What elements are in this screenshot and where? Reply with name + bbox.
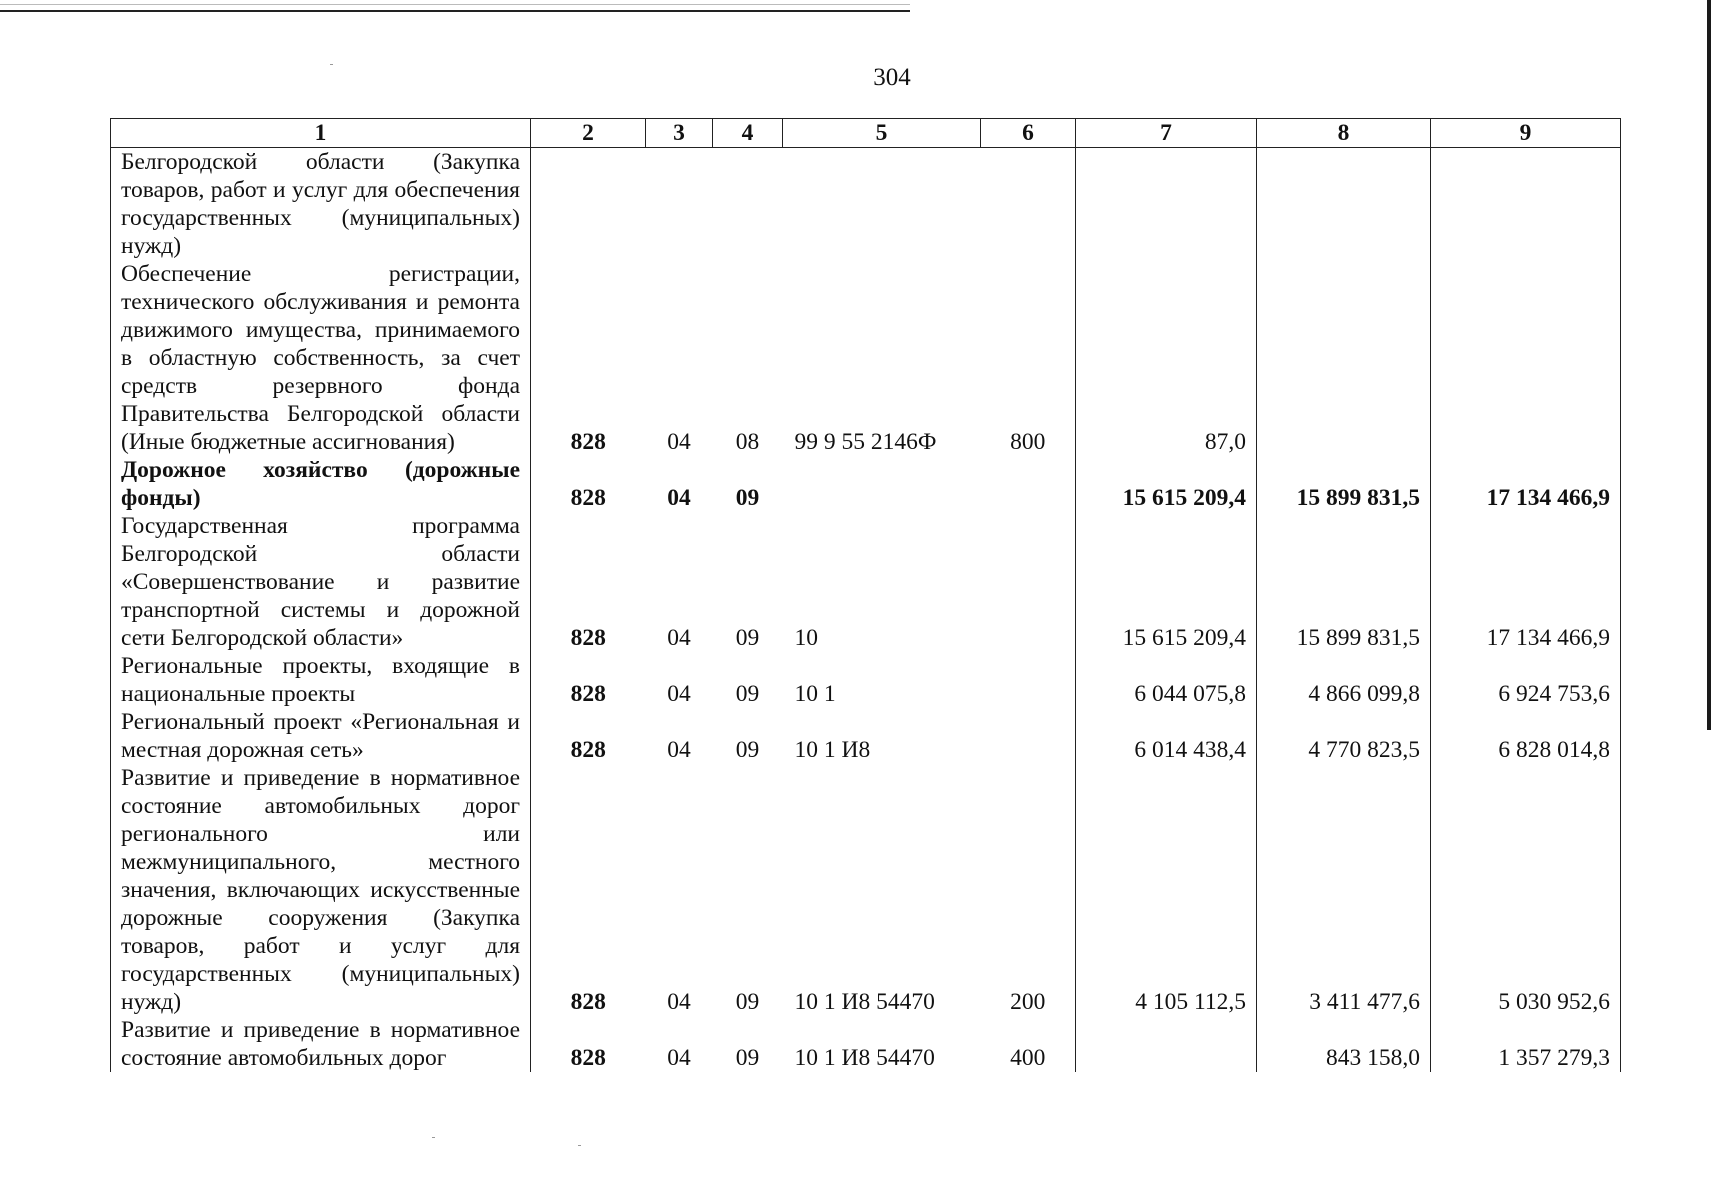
budget-table <box>110 118 1621 1072</box>
cell-col5: 10 1 И8 <box>794 737 871 763</box>
scan-speck <box>330 64 333 65</box>
cell-col2: 828 <box>570 737 606 763</box>
row-description: Дорожное хозяйство (дорожные фонды) <box>111 456 531 512</box>
cell-col8: 15 899 831,5 <box>1257 456 1431 512</box>
cell-col8: 4 866 099,8 <box>1257 652 1431 708</box>
cell-col6 <box>981 652 1076 708</box>
cell-col6 <box>981 456 1076 512</box>
cell-col8 <box>1257 148 1431 261</box>
header-col-1: 1 <box>111 119 531 148</box>
cell-col3: 04 <box>667 989 691 1015</box>
cell-col6 <box>981 512 1076 652</box>
table-row <box>111 512 1621 652</box>
cell-col8 <box>1257 260 1431 456</box>
row-description: Обеспечение регистрации, технического обслуживания и ремонта движимого имущества, принимаемого в областную собственность, за счет средств резервного фонда Правительства Белгородской области (Иные бюджетные ассигнования) <box>111 260 531 456</box>
cell-col7: 6 044 075,8 <box>1076 652 1257 708</box>
cell-col9: 1 357 279,3 <box>1431 1016 1621 1072</box>
cell-col9 <box>1431 148 1621 261</box>
header-col-4: 4 <box>713 119 783 148</box>
cell-col6 <box>981 148 1076 261</box>
scan-speck <box>432 1137 435 1138</box>
cell-col5: 10 <box>794 625 818 651</box>
header-col-3: 3 <box>646 119 713 148</box>
row-description: Региональные проекты, входящие в национальные проекты <box>111 652 531 708</box>
cell-col6: 400 <box>1010 1045 1046 1071</box>
cell-col4 <box>713 148 783 261</box>
cell-col9: 6 924 753,6 <box>1431 652 1621 708</box>
cell-col2 <box>531 148 646 261</box>
cell-col6: 200 <box>1010 989 1046 1015</box>
cell-col2: 828 <box>570 681 606 707</box>
top-rule-thin <box>0 4 910 5</box>
table-row <box>111 260 1621 456</box>
cell-col3: 04 <box>667 737 691 763</box>
table-row <box>111 456 1621 512</box>
cell-col7: 4 105 112,5 <box>1076 764 1257 1016</box>
table-row <box>111 652 1621 708</box>
cell-col9 <box>1431 260 1621 456</box>
cell-col9: 6 828 014,8 <box>1431 708 1621 764</box>
cell-col3: 04 <box>667 681 691 707</box>
table-row <box>111 764 1621 1016</box>
row-description: Государственная программа Белгородской области «Совершенствование и развитие транспортной системы и дорожной сети Белгородской области» <box>111 512 531 652</box>
cell-col4: 08 <box>735 429 760 455</box>
cell-col5: 10 1 И8 54470 <box>794 989 935 1015</box>
scan-speck <box>578 1145 581 1146</box>
cell-col8: 15 899 831,5 <box>1257 512 1431 652</box>
cell-col4: 09 <box>735 1045 760 1071</box>
cell-col4: 09 <box>735 989 760 1015</box>
cell-col9: 17 134 466,9 <box>1431 512 1621 652</box>
cell-col6 <box>981 708 1076 764</box>
cell-col3: 04 <box>667 429 691 455</box>
cell-col4: 09 <box>735 625 760 651</box>
cell-col9: 5 030 952,6 <box>1431 764 1621 1016</box>
cell-col8: 3 411 477,6 <box>1257 764 1431 1016</box>
cell-col4: 09 <box>735 737 760 763</box>
header-col-7: 7 <box>1076 119 1257 148</box>
row-description: Развитие и приведение в нормативное состояние автомобильных дорог <box>111 1016 531 1072</box>
table-row <box>111 148 1621 261</box>
cell-col7 <box>1076 1016 1257 1072</box>
top-rule <box>0 10 910 12</box>
page-number: 304 <box>873 64 911 91</box>
cell-col7: 87,0 <box>1076 260 1257 456</box>
cell-col2: 828 <box>570 989 606 1015</box>
table-row <box>111 708 1621 764</box>
cell-col5 <box>783 456 981 512</box>
cell-col7: 15 615 209,4 <box>1076 512 1257 652</box>
table-body <box>111 148 1621 1073</box>
cell-col3: 04 <box>667 1045 691 1071</box>
cell-col7: 6 014 438,4 <box>1076 708 1257 764</box>
cell-col3: 04 <box>667 625 691 651</box>
cell-col3: 04 <box>667 485 691 511</box>
cell-col6: 800 <box>1010 429 1046 455</box>
cell-col5: 10 1 И8 54470 <box>794 1045 935 1071</box>
cell-col2: 828 <box>570 429 606 455</box>
header-row <box>111 119 1621 148</box>
cell-col9: 17 134 466,9 <box>1431 456 1621 512</box>
row-description: Белгородской области (Закупка товаров, работ и услуг для обеспечения государственных (муниципальных) нужд) <box>111 148 531 261</box>
cell-col7: 15 615 209,4 <box>1076 456 1257 512</box>
cell-col4: 09 <box>735 485 760 511</box>
row-description: Развитие и приведение в нормативное состояние автомобильных дорог регионального или межмуниципального, местного значения, включающих искусственные дорожные сооружения (Закупка товаров, работ и услуг для государственных (муниципальных) нужд) <box>111 764 531 1016</box>
table-row <box>111 1016 1621 1072</box>
scan-edge-bar <box>1707 0 1711 730</box>
header-col-9: 9 <box>1431 119 1621 148</box>
cell-col8: 4 770 823,5 <box>1257 708 1431 764</box>
cell-col2: 828 <box>570 1045 606 1071</box>
header-col-2: 2 <box>531 119 646 148</box>
cell-col5: 99 9 55 2146Ф <box>794 429 937 455</box>
row-description: Региональный проект «Региональная и местная дорожная сеть» <box>111 708 531 764</box>
cell-col3 <box>646 148 713 261</box>
header-col-8: 8 <box>1257 119 1431 148</box>
cell-col8: 843 158,0 <box>1257 1016 1431 1072</box>
cell-col5 <box>783 148 981 261</box>
cell-col2: 828 <box>570 485 606 511</box>
cell-col2: 828 <box>570 625 606 651</box>
cell-col7 <box>1076 148 1257 261</box>
header-col-5: 5 <box>783 119 981 148</box>
header-col-6: 6 <box>981 119 1076 148</box>
cell-col5: 10 1 <box>794 681 836 707</box>
cell-col4: 09 <box>735 681 760 707</box>
